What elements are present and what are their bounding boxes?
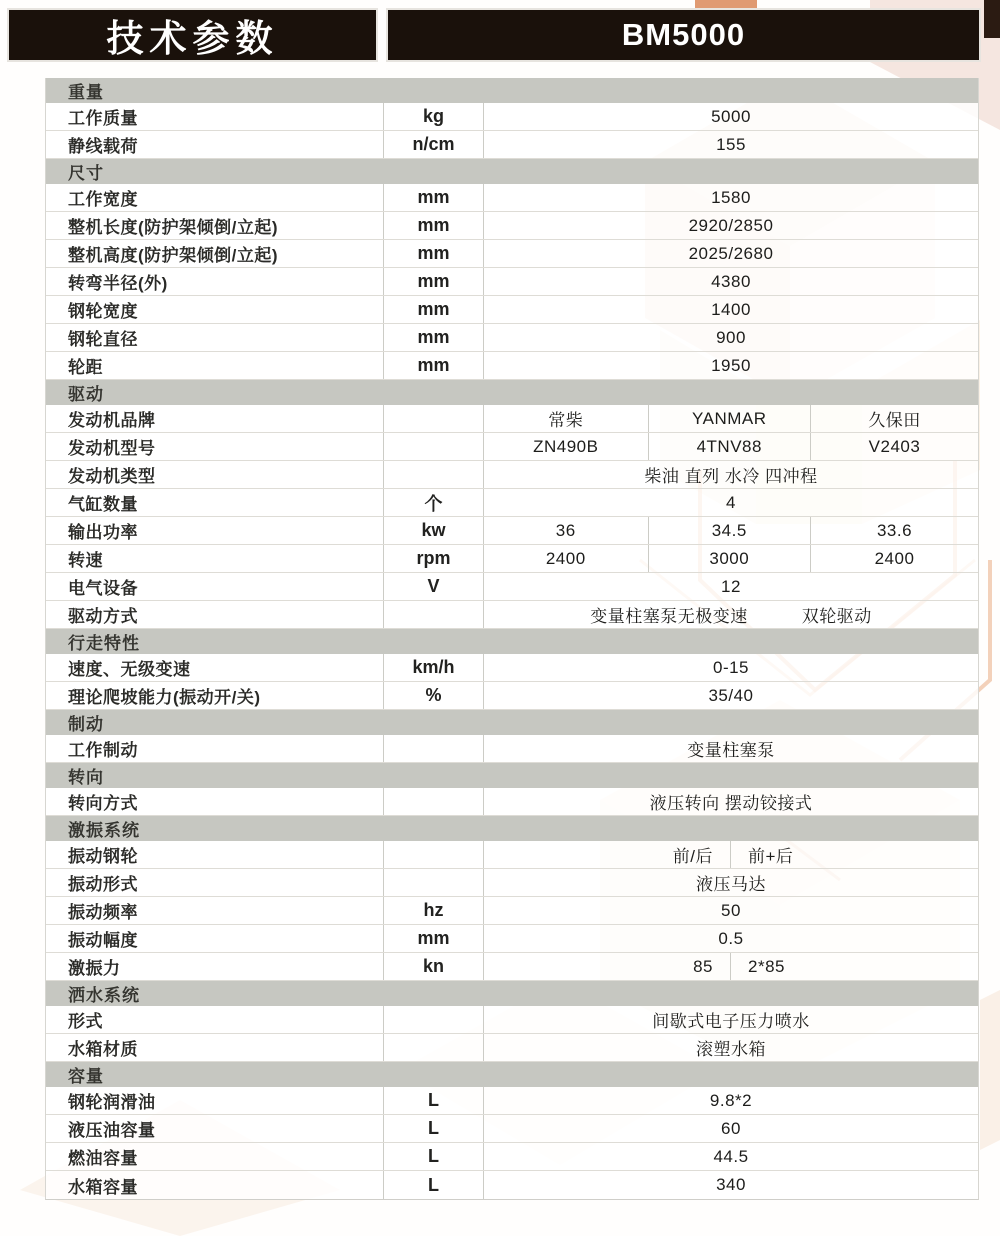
spec-value: 2920/2850 [688,215,774,235]
spec-unit: mm [383,296,484,323]
spec-value-columns [484,433,978,460]
spec-value: 液压马达 [696,875,766,894]
section-header: 转向 [46,763,978,788]
spec-label: 转向方式 [68,794,138,813]
spec-unit: kg [383,103,484,130]
spec-value: 0-15 [712,657,750,677]
spec-unit [383,735,484,762]
spec-label: 发动机品牌 [68,411,156,430]
spec-value: 久保田 [810,405,978,432]
spec-row [46,788,978,816]
spec-row [46,841,978,869]
spec-row [46,489,978,517]
spec-unit: hz [383,897,484,924]
spec-value-columns [484,517,978,544]
spec-unit: kn [383,953,484,980]
spec-unit: mm [383,184,484,211]
section-header: 洒水系统 [46,981,978,1006]
spec-value: 滚塑水箱 [696,1040,766,1059]
spec-row [46,869,978,897]
spec-value: 1950 [711,355,751,375]
spec-value: 85 [484,953,731,980]
spec-row [46,296,978,324]
spec-label: 理论爬坡能力(振动开/关) [68,688,261,707]
spec-row [46,1143,978,1171]
spec-label: 振动形式 [68,875,138,894]
spec-value: 9.8*2 [709,1090,753,1110]
spec-value: 33.6 [810,517,978,544]
spec-row [46,184,978,212]
spec-value: 340 [716,1175,746,1194]
spec-row [46,352,978,380]
spec-label: 电气设备 [68,579,138,598]
spec-unit: mm [383,324,484,351]
model-name: BM5000 [621,17,746,52]
spec-row [46,953,978,981]
spec-value: YANMAR [648,405,811,432]
spec-table [45,78,979,1200]
title-bar-left-block [7,8,378,62]
spec-unit [383,461,484,488]
spec-label: 水箱材质 [68,1040,138,1059]
spec-unit [383,788,484,815]
spec-label: 钢轮润滑油 [68,1093,156,1112]
spec-unit: L [383,1087,484,1114]
title-bar [0,0,1000,70]
spec-label: 水箱容量 [68,1177,138,1197]
spec-row [46,1087,978,1115]
spec-row [46,925,978,953]
section-header: 尺寸 [46,159,978,184]
spec-value: 0.5 [718,928,744,948]
spec-value-split [484,953,978,980]
spec-unit: rpm [383,545,484,572]
spec-value: 50 [721,900,741,920]
spec-row [46,461,978,489]
spec-row [46,268,978,296]
spec-value: 柴油 直列 水冷 四冲程 [644,467,818,486]
spec-value: 2400 [545,548,586,568]
spec-unit: 个 [383,489,484,516]
spec-row [46,573,978,601]
spec-unit [383,1034,484,1061]
spec-label: 转弯半径(外) [68,274,168,293]
spec-unit: mm [383,925,484,952]
spec-value: 间歇式电子压力喷水 [652,1012,810,1031]
spec-value: 常柴 [548,411,584,430]
spec-unit: % [383,682,484,709]
spec-label: 输出功率 [68,523,138,542]
spec-unit [383,601,484,628]
spec-row [46,240,978,268]
spec-unit [383,433,484,460]
spec-label: 静线载荷 [68,137,138,156]
spec-value: V2403 [810,433,978,460]
spec-value: 155 [716,134,746,154]
spec-unit: L [383,1143,484,1170]
spec-unit [383,841,484,868]
spec-label: 转速 [68,551,103,570]
spec-value: 34.5 [648,517,811,544]
spec-row [46,682,978,710]
spec-unit: kw [383,517,484,544]
spec-value: 液压转向 摆动铰接式 [649,794,813,813]
spec-label: 形式 [68,1012,103,1031]
spec-value: 变量柱塞泵无极变速 [590,607,748,626]
spec-label: 整机高度(防护架倾倒/立起) [68,246,279,265]
section-header: 激振系统 [46,816,978,841]
spec-unit: km/h [383,654,484,681]
section-header: 驱动 [46,380,978,405]
spec-label: 工作制动 [68,741,138,760]
spec-label: 激振力 [68,959,121,978]
spec-value: 2025/2680 [688,243,774,263]
spec-unit: V [383,573,484,600]
spec-unit: mm [383,352,484,379]
spec-unit [383,869,484,896]
spec-value: 2*85 [748,956,785,976]
spec-label: 发动机类型 [68,467,156,486]
spec-value: 60 [721,1118,741,1138]
spec-row [46,1115,978,1143]
spec-value-columns [484,545,978,572]
spec-row [46,517,978,545]
spec-unit: mm [383,240,484,267]
spec-label: 振动幅度 [68,931,138,950]
spec-value: 12 [721,576,741,596]
spec-value: 36 [555,520,576,540]
spec-value: 44.5 [713,1146,749,1166]
spec-label: 钢轮直径 [68,330,138,349]
spec-value-split [484,841,978,868]
section-header: 制动 [46,710,978,735]
spec-value: 1400 [711,299,751,319]
spec-row [46,545,978,573]
spec-value: 前+后 [748,847,794,866]
spec-label: 液压油容量 [68,1121,156,1140]
spec-unit: mm [383,212,484,239]
spec-label: 钢轮宽度 [68,302,138,321]
spec-unit: n/cm [383,131,484,158]
spec-row [46,1034,978,1062]
spec-label: 振动钢轮 [68,847,138,866]
spec-unit [383,405,484,432]
spec-label: 振动频率 [68,903,138,922]
spec-row [46,897,978,925]
spec-value: 2400 [810,545,978,572]
spec-row [46,103,978,131]
spec-row [46,405,978,433]
spec-unit: mm [383,268,484,295]
spec-unit: L [383,1115,484,1142]
spec-label: 发动机型号 [68,439,156,458]
spec-label: 工作宽度 [68,190,138,209]
spec-row [46,131,978,159]
spec-label: 气缸数量 [68,495,138,514]
spec-row [46,654,978,682]
section-header: 重量 [46,78,978,103]
spec-row [46,1006,978,1034]
spec-value: 双轮驱动 [801,607,872,626]
spec-row [46,735,978,763]
spec-label: 燃油容量 [68,1149,138,1168]
page-title: 技术参数 [106,18,279,59]
spec-value: 3000 [648,545,811,572]
spec-value: 变量柱塞泵 [687,741,775,760]
spec-value: 1580 [711,187,751,207]
spec-label: 速度、无级变速 [68,660,191,679]
spec-value-pair [484,601,978,628]
spec-unit [383,1006,484,1033]
spec-label: 轮距 [68,358,103,377]
spec-row [46,433,978,461]
spec-label: 整机长度(防护架倾倒/立起) [68,218,279,237]
section-header: 容量 [46,1062,978,1087]
spec-value: ZN490B [533,436,599,456]
spec-row [46,324,978,352]
spec-value: 4 [726,492,736,512]
spec-value: 4TNV88 [648,433,811,460]
spec-value: 900 [716,327,746,347]
spec-row [46,212,978,240]
section-header: 行走特性 [46,629,978,654]
title-bar-model-block [386,8,981,62]
spec-row [46,1171,978,1199]
spec-unit: L [383,1171,484,1199]
spec-value-columns [484,405,978,432]
spec-label: 工作质量 [68,109,138,128]
spec-row [46,601,978,629]
spec-value: 5000 [711,106,751,126]
spec-value: 4380 [711,271,751,291]
spec-value: 前/后 [484,841,731,868]
spec-value: 35/40 [708,685,754,705]
spec-label: 驱动方式 [68,607,138,626]
